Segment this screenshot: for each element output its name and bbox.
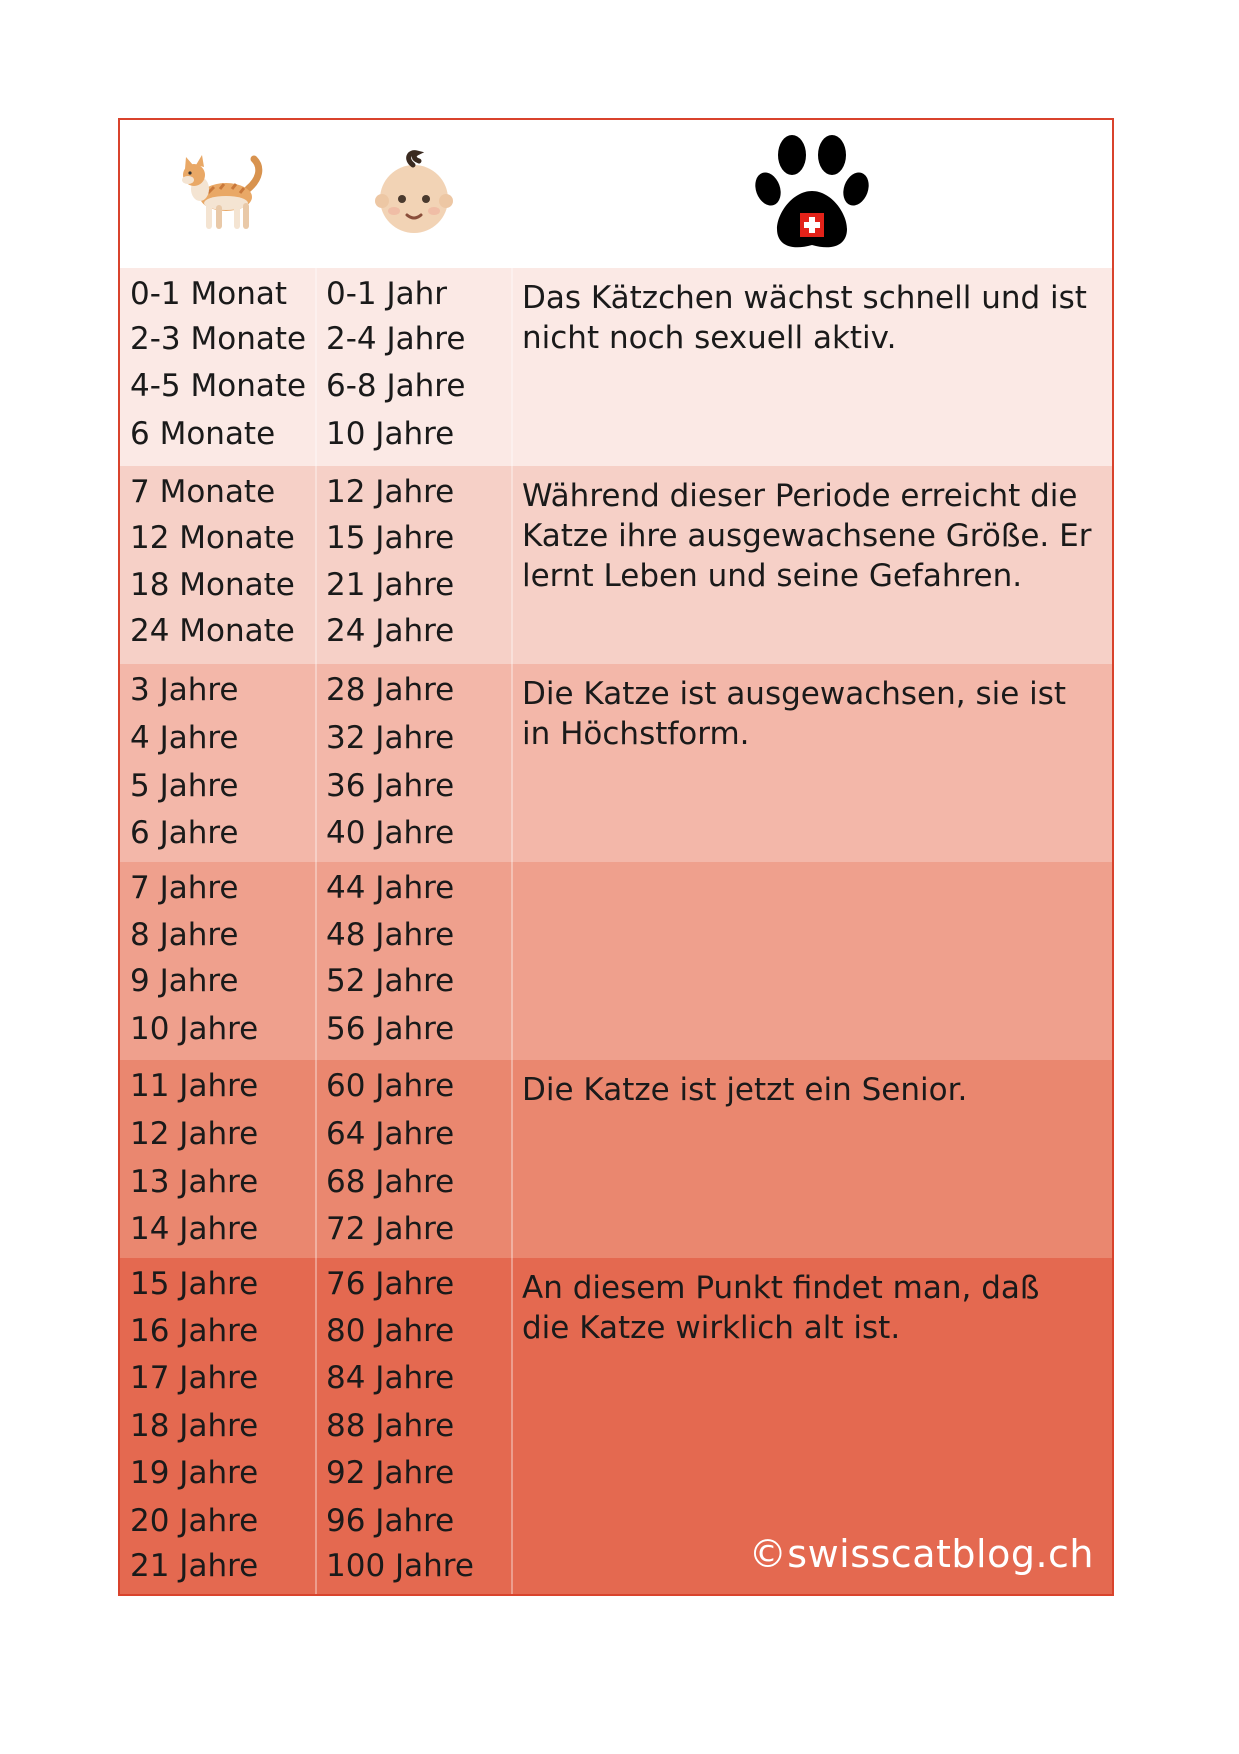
cat-age: 17 Jahre — [130, 1360, 259, 1396]
human-age: 12 Jahre — [326, 474, 455, 510]
description-cell — [512, 466, 1112, 664]
cat-age: 14 Jahre — [130, 1211, 259, 1247]
cat-age: 0-1 Monat — [130, 276, 287, 312]
human-age: 0-1 Jahr — [326, 276, 448, 312]
cat-age: 20 Jahre — [130, 1503, 259, 1539]
human-age: 32 Jahre — [326, 720, 455, 756]
cat-age: 11 Jahre — [130, 1068, 259, 1104]
human-age-cell — [316, 1258, 512, 1594]
human-age: 2-4 Jahre — [326, 321, 466, 357]
paw-swiss-cross-icon — [755, 133, 869, 255]
human-age: 52 Jahre — [326, 963, 455, 999]
cat-age: 21 Jahre — [130, 1548, 259, 1584]
cat-age: 4-5 Monate — [130, 368, 307, 404]
cat-age: 24 Monate — [130, 613, 295, 649]
cat-age: 8 Jahre — [130, 917, 239, 953]
description-cell — [512, 862, 1112, 1060]
human-age: 68 Jahre — [326, 1164, 455, 1200]
human-age-cell — [316, 466, 512, 664]
description-text: Die Katze ist jetzt ein Senior. — [522, 1072, 968, 1108]
human-age: 24 Jahre — [326, 613, 455, 649]
description-cell — [512, 268, 1112, 466]
description-column-header — [512, 120, 1112, 268]
human-age: 15 Jahre — [326, 520, 455, 556]
copyright-watermark: ©swisscatblog.ch — [748, 1532, 1094, 1576]
description-cell — [512, 1258, 1112, 1594]
human-age: 60 Jahre — [326, 1068, 455, 1104]
cat-age: 13 Jahre — [130, 1164, 259, 1200]
description-text: Das Kätzchen wächst schnell und ist nicht noch sexuell aktiv. — [522, 280, 1087, 356]
age-group-0 — [120, 268, 1112, 466]
human-age-cell — [316, 1060, 512, 1258]
human-age: 56 Jahre — [326, 1011, 455, 1047]
description-text: Während dieser Periode erreicht die Katze ihre ausgewachsene Größe. Er lernt Leben und seine Gefahren. — [522, 478, 1092, 594]
human-age: 48 Jahre — [326, 917, 455, 953]
description-text: An diesem Punkt findet man, daß die Katze wirklich alt ist. — [522, 1270, 1040, 1346]
cat-age: 15 Jahre — [130, 1266, 259, 1302]
description-cell — [512, 664, 1112, 862]
human-age: 36 Jahre — [326, 768, 455, 804]
age-group-2 — [120, 664, 1112, 862]
cat-age-cell — [120, 1060, 316, 1258]
human-age: 21 Jahre — [326, 567, 455, 603]
human-age: 100 Jahre — [326, 1548, 474, 1584]
human-age: 80 Jahre — [326, 1313, 455, 1349]
cat-age: 6 Monate — [130, 416, 276, 452]
cat-age: 2-3 Monate — [130, 321, 307, 357]
cat-age: 12 Jahre — [130, 1116, 259, 1152]
human-age: 96 Jahre — [326, 1503, 455, 1539]
cat-icon — [170, 149, 266, 239]
human-age: 72 Jahre — [326, 1211, 455, 1247]
cat-age-cell — [120, 1258, 316, 1594]
human-age: 64 Jahre — [326, 1116, 455, 1152]
cat-age-cell — [120, 862, 316, 1060]
cat-age-table — [118, 118, 1114, 1596]
age-group-3 — [120, 862, 1112, 1060]
description-text: Die Katze ist ausgewachsen, sie ist in Höchstform. — [522, 676, 1067, 752]
cat-age: 4 Jahre — [130, 720, 239, 756]
human-age: 76 Jahre — [326, 1266, 455, 1302]
human-age-cell — [316, 664, 512, 862]
cat-age: 5 Jahre — [130, 768, 239, 804]
human-age: 10 Jahre — [326, 416, 455, 452]
cat-age-cell — [120, 466, 316, 664]
human-age: 28 Jahre — [326, 672, 455, 708]
age-group-1 — [120, 466, 1112, 664]
human-column-header — [316, 120, 512, 268]
cat-age: 19 Jahre — [130, 1455, 259, 1491]
age-group-4 — [120, 1060, 1112, 1258]
human-age: 88 Jahre — [326, 1408, 455, 1444]
cat-age: 10 Jahre — [130, 1011, 259, 1047]
cat-age: 12 Monate — [130, 520, 295, 556]
human-age: 92 Jahre — [326, 1455, 455, 1491]
cat-age: 18 Jahre — [130, 1408, 259, 1444]
cat-age: 18 Monate — [130, 567, 295, 603]
cat-age-cell — [120, 664, 316, 862]
description-cell — [512, 1060, 1112, 1258]
cat-age: 7 Monate — [130, 474, 276, 510]
human-age-cell — [316, 268, 512, 466]
cat-age: 3 Jahre — [130, 672, 239, 708]
cat-age: 6 Jahre — [130, 815, 239, 851]
human-age-cell — [316, 862, 512, 1060]
age-group-5 — [120, 1258, 1112, 1594]
human-age: 6-8 Jahre — [326, 368, 466, 404]
cat-column-header — [120, 120, 316, 268]
human-age: 40 Jahre — [326, 815, 455, 851]
baby-icon — [369, 149, 459, 239]
cat-age: 9 Jahre — [130, 963, 239, 999]
table-header — [120, 120, 1112, 268]
human-age: 84 Jahre — [326, 1360, 455, 1396]
human-age: 44 Jahre — [326, 870, 455, 906]
cat-age: 7 Jahre — [130, 870, 239, 906]
cat-age-cell — [120, 268, 316, 466]
cat-age: 16 Jahre — [130, 1313, 259, 1349]
